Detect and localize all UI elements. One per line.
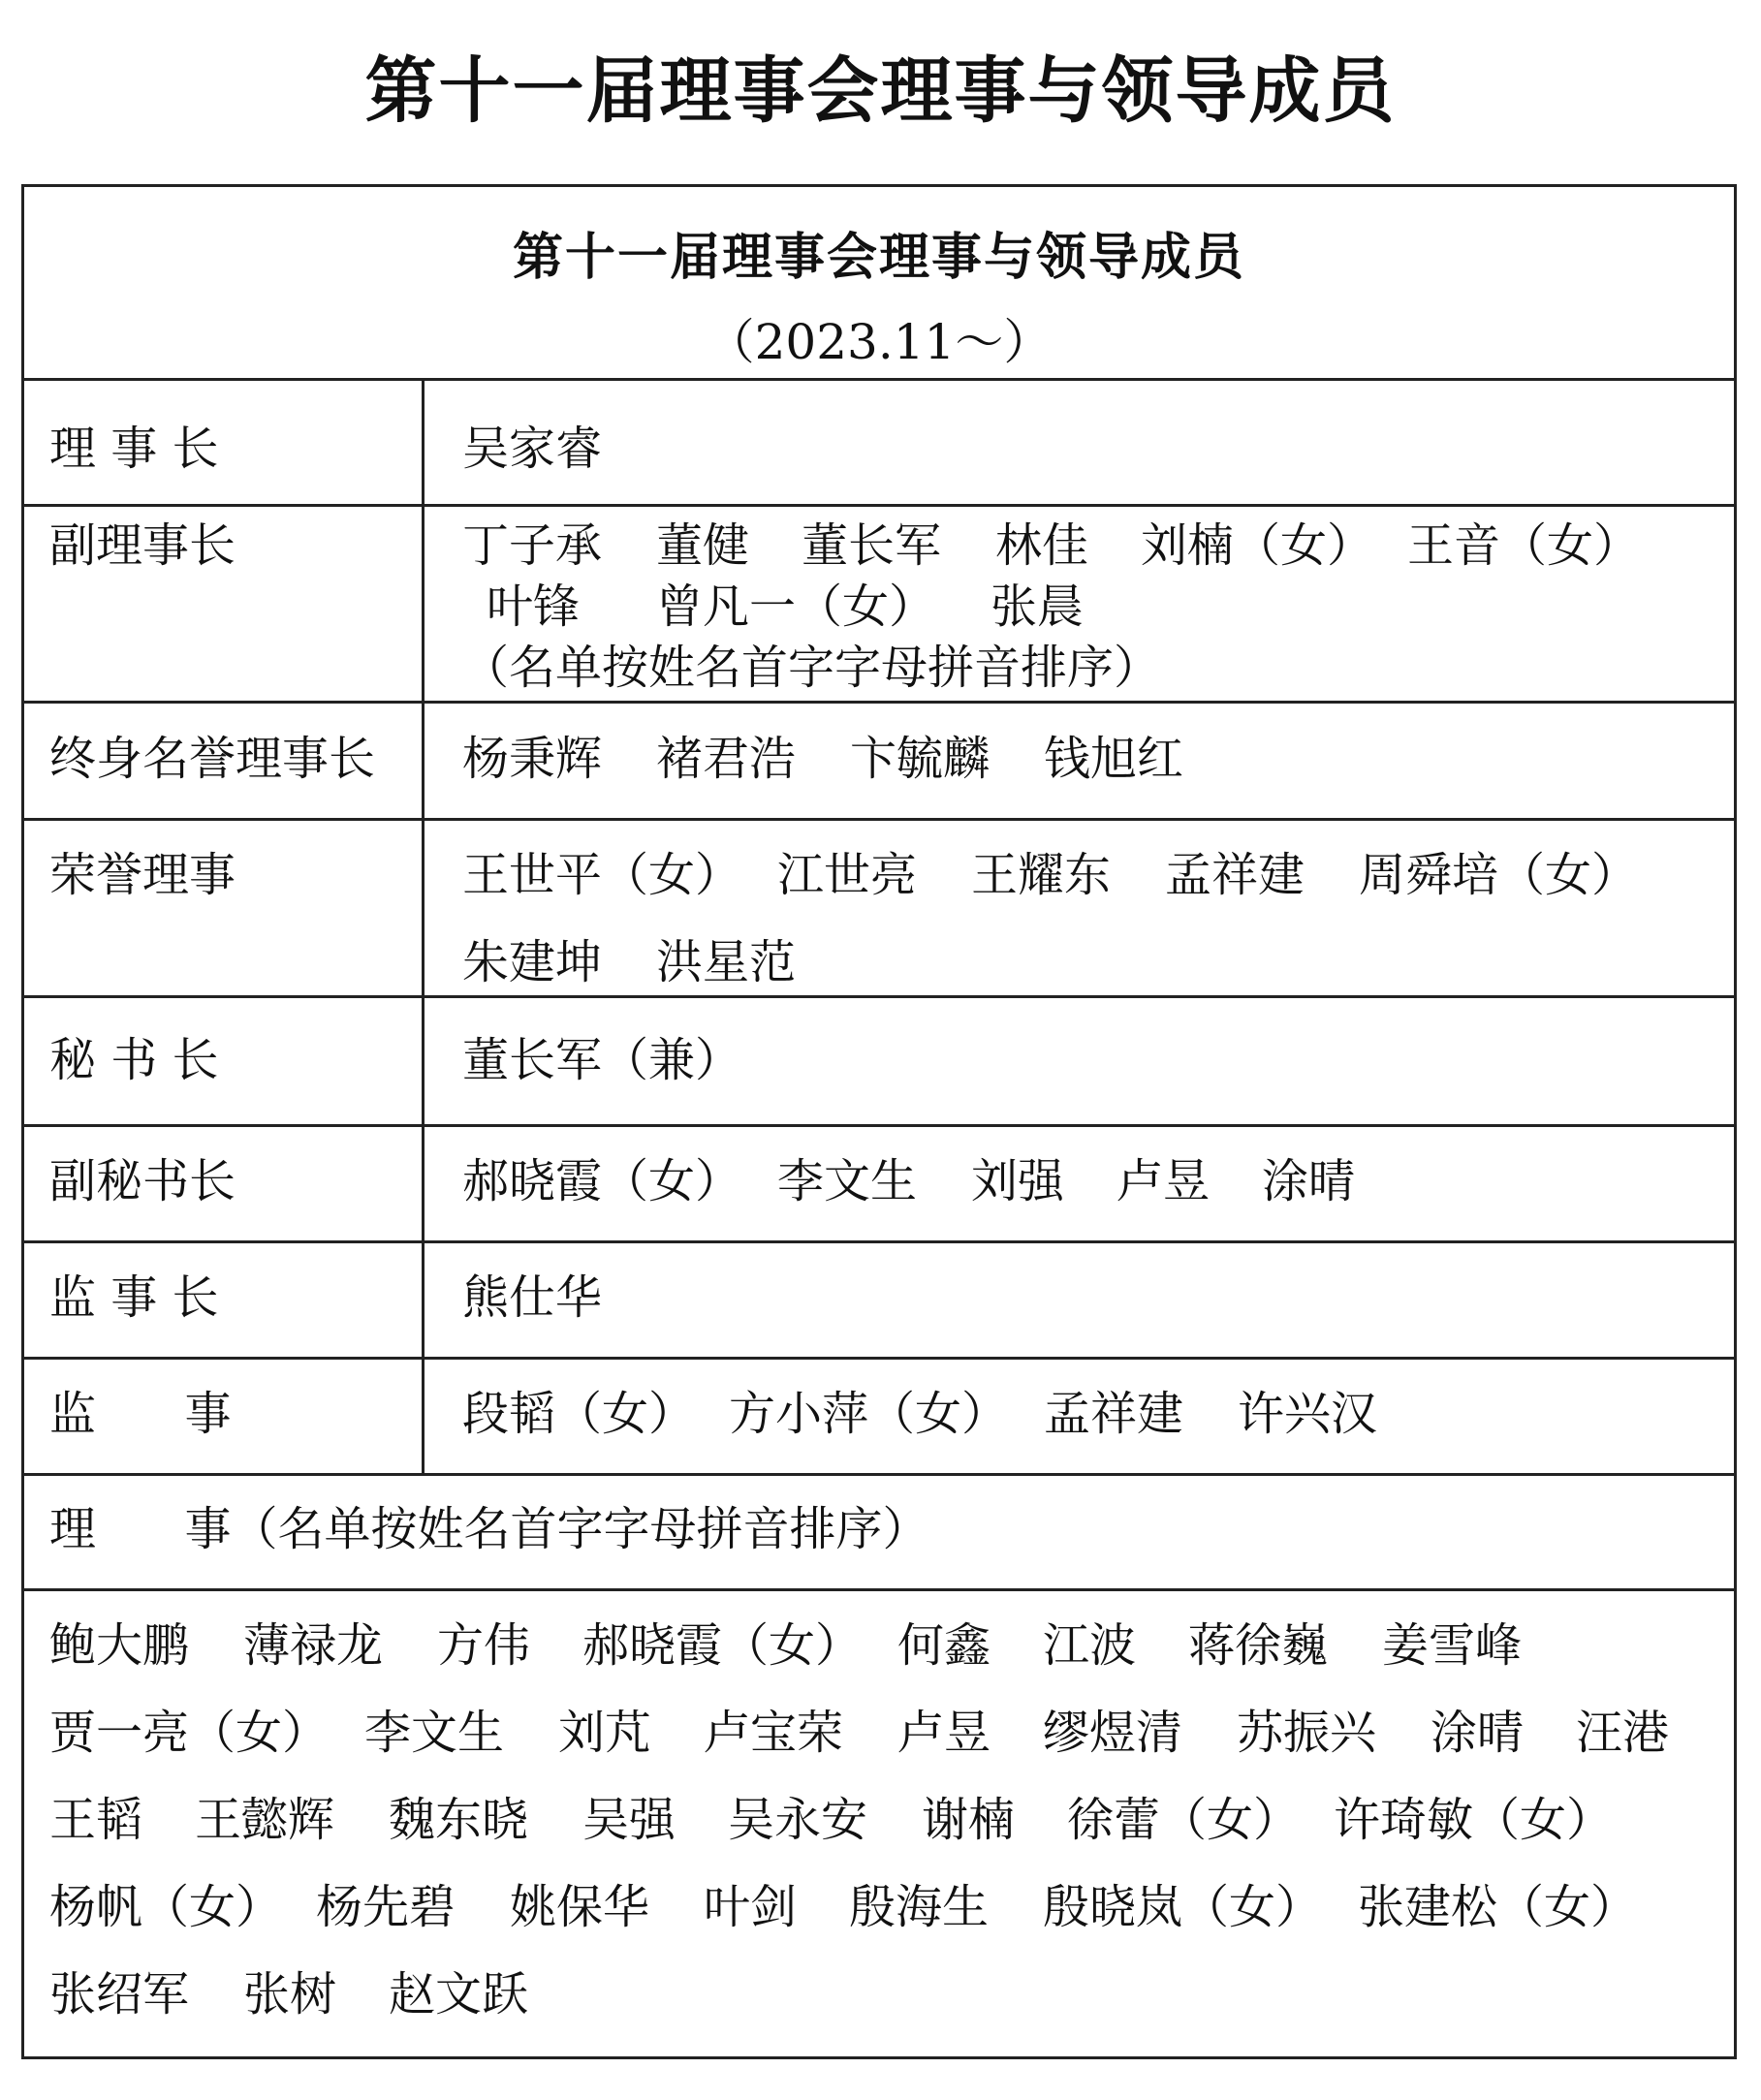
divider [24, 1240, 1734, 1243]
member-name: 钱旭红 [1044, 732, 1184, 786]
member-name: 殷海生 [849, 1880, 990, 1934]
member-name: 褚君浩 [656, 732, 797, 786]
member-name: 缪煜清 [1043, 1706, 1183, 1760]
member-name: 谢楠 [922, 1793, 1016, 1847]
member-name: 苏振兴 [1237, 1706, 1377, 1760]
role-label: 秘 书 长 [49, 1033, 219, 1087]
member-name: 孟祥建 [1165, 848, 1305, 902]
member-name: 姜雪峰 [1382, 1618, 1523, 1673]
member-name: 贾一亮（女） [49, 1706, 330, 1760]
member-name: 何鑫 [897, 1618, 991, 1673]
divider [24, 1357, 1734, 1360]
member-name: 叶锋 [487, 580, 581, 634]
member-name: 许兴汉 [1238, 1387, 1378, 1441]
member-name: 蒋徐巍 [1188, 1618, 1329, 1673]
member-name: 卢昱 [1116, 1154, 1211, 1208]
member-name: 林佳 [995, 518, 1089, 573]
role-label: 终身名誉理事长 [49, 732, 376, 786]
member-name: 张建松（女） [1358, 1880, 1638, 1934]
column-divider [422, 378, 425, 1473]
role-label: 荣誉理事 [49, 848, 236, 902]
member-name: 李文生 [777, 1154, 918, 1208]
role-label: 理 事 长 [49, 422, 219, 476]
council-row [49, 1608, 1726, 1676]
member-name: 张树 [243, 1967, 337, 2022]
member-name: 孟祥建 [1044, 1387, 1184, 1441]
member-name: 董长军 [802, 518, 942, 573]
member-name: 薄禄龙 [243, 1618, 384, 1673]
member-name: 杨先碧 [316, 1880, 456, 1934]
divider [24, 1588, 1734, 1591]
member-name: 汪港 [1576, 1706, 1670, 1760]
member-name: 殷晓岚（女） [1043, 1880, 1323, 1934]
member-name: 段韬（女） [462, 1387, 696, 1441]
divider [24, 1473, 1734, 1476]
page-title: 第十一届理事会理事与领导成员 [364, 49, 1397, 133]
member-name: 刘强 [971, 1154, 1065, 1208]
divider [24, 378, 1734, 381]
council-label: 理 事（名单按姓名首字字母拼音排序） [49, 1502, 929, 1556]
divider [24, 701, 1734, 704]
council-row [49, 1695, 1726, 1763]
member-name: 郝晓霞（女） [462, 1154, 742, 1208]
member-name: 方小萍（女） [729, 1387, 1009, 1441]
member-name: 卢昱 [897, 1706, 991, 1760]
role-label: 副理事长 [49, 518, 236, 573]
divider [24, 818, 1734, 821]
member-name: 丁子承 [462, 518, 603, 573]
member-name: 曾凡一（女） [656, 580, 936, 634]
table-title: 第十一届理事会理事与领导成员 [512, 229, 1245, 287]
sort-note: （名单按姓名首字字母拼音排序） [462, 641, 1161, 695]
member-name: 徐蕾（女） [1067, 1793, 1301, 1847]
member-name: 鲍大鹏 [49, 1618, 190, 1673]
member-name: 吴永安 [728, 1793, 868, 1847]
member-name: 吴家睿 [462, 422, 603, 476]
member-name: 赵文跃 [389, 1967, 529, 2022]
council-row [49, 1957, 1726, 2024]
member-name: 王世平（女） [462, 848, 742, 902]
member-name: 李文生 [364, 1706, 505, 1760]
member-name: 卞毓麟 [850, 732, 991, 786]
member-name: 朱建坤 [462, 935, 603, 989]
role-label: 监 事 [49, 1387, 232, 1441]
council-row [49, 1869, 1726, 1937]
member-name: 江世亮 [777, 848, 918, 902]
member-name: 王懿辉 [195, 1793, 335, 1847]
member-name: 周舜培（女） [1359, 848, 1639, 902]
council-row [49, 1782, 1726, 1850]
member-name: 江波 [1043, 1618, 1137, 1673]
member-name: 刘芃 [558, 1706, 652, 1760]
members-table [21, 184, 1737, 2059]
member-name: 张绍军 [49, 1967, 190, 2022]
member-name: 姚保华 [510, 1880, 650, 1934]
divider [24, 1124, 1734, 1127]
member-name: 吴强 [582, 1793, 676, 1847]
member-name: 许琦敏（女） [1334, 1793, 1614, 1847]
member-name: 卢宝荣 [704, 1706, 844, 1760]
divider [24, 504, 1734, 507]
member-name: 杨秉辉 [462, 732, 603, 786]
member-name: 刘楠（女） [1141, 518, 1374, 573]
role-label: 副秘书长 [49, 1154, 236, 1208]
member-name: 涂晴 [1431, 1706, 1525, 1760]
member-name: 王音（女） [1407, 518, 1641, 573]
member-name: 方伟 [437, 1618, 531, 1673]
divider [24, 995, 1734, 998]
member-name: 董健 [656, 518, 750, 573]
member-name: 洪星范 [656, 935, 797, 989]
member-name: 魏东晓 [389, 1793, 529, 1847]
member-name: 张晨 [991, 580, 1085, 634]
member-name: 涂晴 [1262, 1154, 1356, 1208]
table-date: （2023.11～） [706, 314, 1053, 370]
member-name: 郝晓霞（女） [582, 1618, 863, 1673]
member-name: 叶剑 [704, 1880, 798, 1934]
member-name: 王耀东 [971, 848, 1112, 902]
member-name: 熊仕华 [462, 1270, 603, 1325]
member-name: 杨帆（女） [49, 1880, 283, 1934]
member-name: 董长军（兼） [462, 1033, 742, 1087]
role-label: 监 事 长 [49, 1270, 219, 1325]
member-name: 王韬 [49, 1793, 143, 1847]
